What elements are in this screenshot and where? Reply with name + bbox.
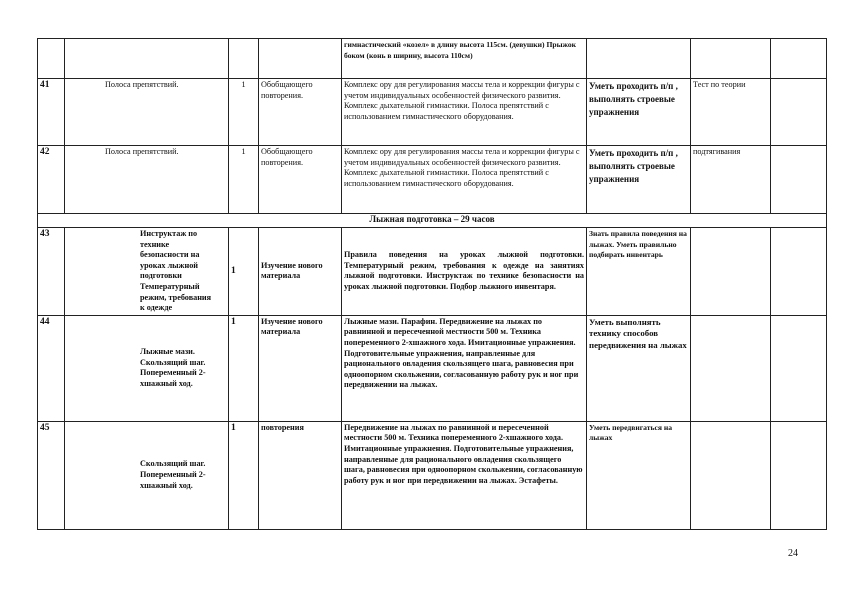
section-title: Лыжная подготовка – 29 часов: [38, 214, 827, 228]
lesson-topic: Лыжные мази. Скользящий шаг. Попеременный 2-хшажный ход.: [65, 315, 229, 421]
lesson-type: повторения: [259, 421, 342, 529]
lesson-type: Изучение нового материала: [259, 315, 342, 421]
lesson-requirements: Уметь проходить п/п , выполнять строевые упражнения: [587, 79, 691, 146]
lesson-control: подтягивания: [691, 146, 771, 214]
table-row: [38, 421, 827, 529]
lesson-date: [771, 146, 827, 214]
lesson-control: [691, 228, 771, 316]
lesson-number: 44: [38, 315, 65, 421]
lesson-hours: 1: [229, 79, 259, 146]
lesson-hours: 1: [229, 228, 259, 316]
lesson-number: 41: [38, 79, 65, 146]
table-row: [38, 79, 827, 146]
table-row: [38, 39, 827, 79]
lesson-control: [691, 315, 771, 421]
lesson-topic: Полоса препятствий.: [65, 146, 229, 214]
lesson-content: Лыжные мази. Парафин. Передвижение на лыжах по равнинной и пересеченной местности 500 м. Техника попеременного 2-хшажного хода. Имитационные упражнения. Подготовительные упражнения, направленные для рационального овладения скользящего шага, равновесия при одноопорном скольжении, согласованную работу рук и ног при передвижении на лыжах.: [342, 315, 587, 421]
lesson-requirements: Уметь выполнять технику способов передвижения на лыжах: [587, 315, 691, 421]
lesson-number: 43: [38, 228, 65, 316]
lesson-hours: 1: [229, 146, 259, 214]
lesson-control: [691, 39, 771, 79]
lesson-requirements: Знать правила поведения на лыжах. Уметь правильно подбирать инвентарь: [587, 228, 691, 316]
lesson-requirements: Уметь передвигаться на лыжах: [587, 421, 691, 529]
lesson-plan-table: [37, 38, 827, 530]
lesson-hours: [229, 39, 259, 79]
lesson-content: гимнастический «козел» в длину высота 115см. (девушки) Прыжок боком (конь в ширину, высота 110см): [342, 39, 587, 79]
lesson-content: Комплекс ору для регулирования массы тела и коррекции фигуры с учетом индивидуальных особенностей физического развития. Комплекс дыхательной гимнастики. Полоса препятствий с использованием гимнастического оборудования.: [342, 146, 587, 214]
table-row: [38, 146, 827, 214]
lesson-topic: [65, 39, 229, 79]
lesson-requirements: Уметь проходить п/п , выполнять строевые упражнения: [587, 146, 691, 214]
lesson-topic: Скользящий шаг. Попеременный 2-хшажный ход.: [65, 421, 229, 529]
lesson-content: Передвижение на лыжах по равнинной и пересеченной местности 500 м. Техника попеременного 2-хшажного хода. Имитационные упражнения. Подготовительные упражнения, направленные для рационального овладения скользящего шага, равновесия при одноопорном скольжении, согласованную работу рук и ног при передвижении на лыжах. Эстафеты.: [342, 421, 587, 529]
lesson-requirements: [587, 39, 691, 79]
section-row: [38, 214, 827, 228]
lesson-topic: Инструктаж по технике безопасности на уроках лыжной подготовки Температурный режим, требования к одежде: [65, 228, 229, 316]
table-row: [38, 228, 827, 316]
lesson-type: Изучение нового материала: [259, 228, 342, 316]
lesson-control: Тест по теории: [691, 79, 771, 146]
lesson-hours: 1: [229, 315, 259, 421]
lesson-control: [691, 421, 771, 529]
lesson-type: Обобщающего повторения.: [259, 146, 342, 214]
lesson-date: [771, 421, 827, 529]
lesson-date: [771, 39, 827, 79]
lesson-date: [771, 315, 827, 421]
lesson-number: 45: [38, 421, 65, 529]
lesson-number: 42: [38, 146, 65, 214]
lesson-type: [259, 39, 342, 79]
lesson-content: Правила поведения на уроках лыжной подготовки. Температурный режим, требования к одежде на занятиях лыжной подготовки. Инструктаж по технике безопасности на уроках лыжной подготовки. Подбор лыжного инвентаря.: [342, 228, 587, 316]
lesson-content: Комплекс ору для регулирования массы тела и коррекции фигуры с учетом индивидуальных особенностей физического развития. Комплекс дыхательной гимнастики. Полоса препятствий с использованием гимнастического оборудования.: [342, 79, 587, 146]
table-row: [38, 315, 827, 421]
lesson-hours: 1: [229, 421, 259, 529]
lesson-date: [771, 79, 827, 146]
lesson-topic: Полоса препятствий.: [65, 79, 229, 146]
lesson-date: [771, 228, 827, 316]
lesson-type: Обобщающего повторения.: [259, 79, 342, 146]
page-number: 24: [788, 548, 798, 559]
lesson-number: [38, 39, 65, 79]
